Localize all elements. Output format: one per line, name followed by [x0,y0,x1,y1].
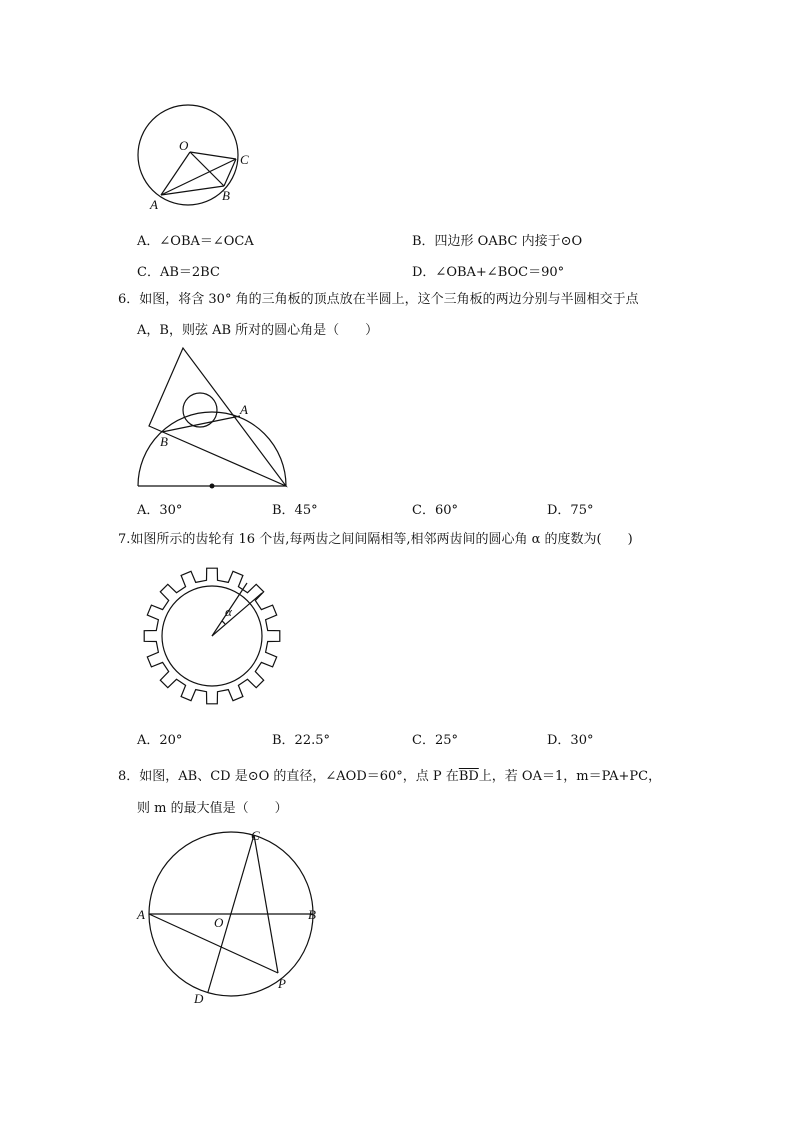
q8-label-p: P [278,976,286,991]
q5-label-b: B [222,188,230,203]
q5-label-o: O [179,138,189,153]
q6-label-b: B [160,434,168,449]
q7-option-a[interactable]: A．20° [137,733,183,748]
q7-option-d[interactable]: D．30° [547,733,594,748]
q6-stem-line2: A，B，则弦 AB 所对的圆心角是（ ） [137,323,379,338]
q6-option-b[interactable]: B．45° [272,503,318,518]
q5-option-c[interactable]: C．AB＝2BC [137,265,220,280]
q6-option-d[interactable]: D．75° [547,503,594,518]
q7-stem-line1: 7.如图所示的齿轮有 16 个齿,每两齿之间间隔相等,相邻两齿间的圆心角 α 的度数为( ) [118,532,633,547]
q8-stem-part2: 上，若 OA＝1，m＝PA+PC， [478,769,662,784]
q8-label-d: D [194,991,204,1006]
q8-stem-line2: 则 m 的最大值是（ ） [137,801,288,816]
q6-label-a: A [240,402,248,417]
q6-option-a[interactable]: A．30° [137,503,183,518]
q8-label-o: O [214,915,224,930]
q5-label-c: C [240,152,249,167]
q8-segment-pc [254,835,278,973]
q5-option-a[interactable]: A．∠OBA＝∠OCA [137,234,254,249]
q6-stem-line1: 6．如图，将含 30° 角的三角板的顶点放在半圆上，这个三角板的两边分别与半圆相交于点 [118,292,639,307]
q7-option-b[interactable]: B．22.5° [272,733,330,748]
q8-stem-part1: 8．如图，AB、CD 是⊙O 的直径，∠AOD＝60°，点 P 在 [118,769,459,784]
q5-label-a: A [150,197,158,212]
q7-option-c[interactable]: C．25° [412,733,458,748]
q7-label-alpha: α [225,604,232,619]
q5-option-b[interactable]: B．四边形 OABC 内接于⊙O [412,234,583,249]
q8-label-a: A [137,907,145,922]
q6-option-c[interactable]: C．60° [412,503,458,518]
q8-arc-bd: $\overline{BD}$ [458,769,479,784]
q5-option-d[interactable]: D．∠OBA+∠BOC＝90° [412,265,565,280]
q8-label-c: C [251,828,260,843]
q8-label-b: B [308,907,316,922]
